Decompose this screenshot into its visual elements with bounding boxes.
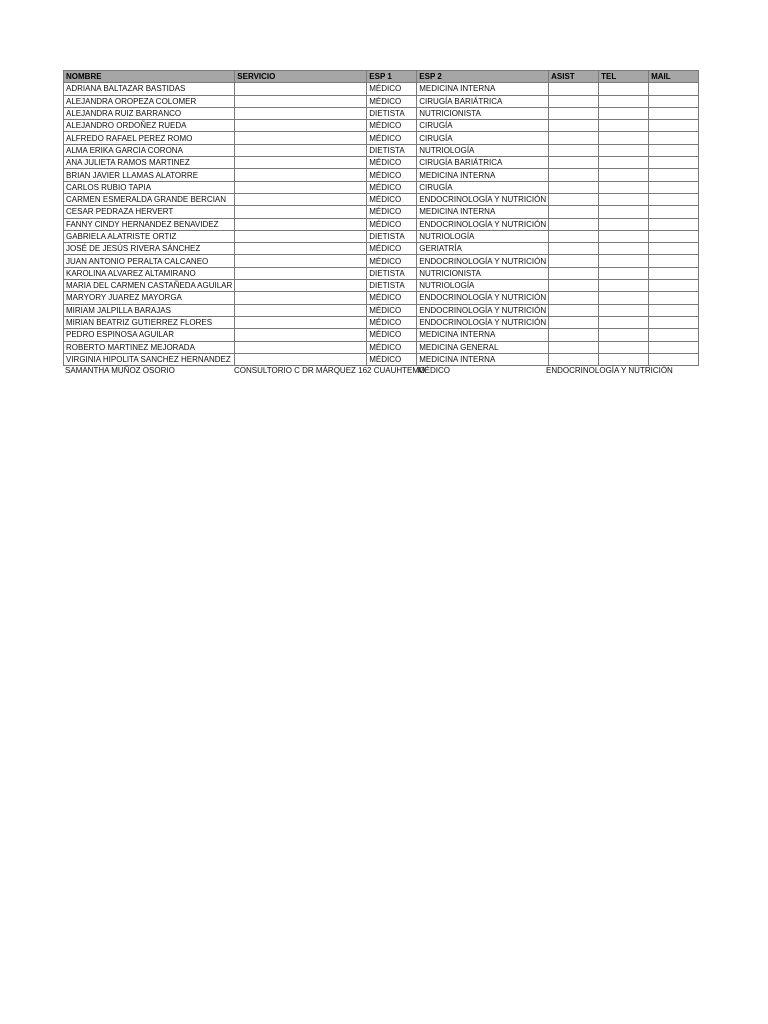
cell-esp1[interactable]: MÉDICO	[367, 169, 417, 181]
cell-tel[interactable]	[599, 83, 649, 95]
cell-esp2[interactable]: CIRUGÍA	[417, 181, 549, 193]
cell-servicio[interactable]	[235, 206, 367, 218]
cell-asist[interactable]	[549, 255, 599, 267]
cell-esp2[interactable]: NUTRICIONISTA	[417, 267, 549, 279]
cell-nombre[interactable]: PEDRO ESPINOSA AGUILAR	[64, 329, 235, 341]
cell-mail[interactable]	[649, 144, 699, 156]
cell-mail[interactable]	[649, 292, 699, 304]
cell-esp1[interactable]: MÉDICO	[367, 83, 417, 95]
cell-asist[interactable]	[549, 132, 599, 144]
cell-esp1[interactable]: MÉDICO	[367, 353, 417, 365]
cell-tel[interactable]	[599, 230, 649, 242]
table-row	[64, 157, 699, 169]
cell-nombre[interactable]: ALEJANDRA RUIZ BARRANCO	[64, 107, 235, 119]
table-row	[64, 329, 699, 341]
cell-tel[interactable]	[599, 169, 649, 181]
table-row	[64, 243, 699, 255]
cell-asist[interactable]	[549, 169, 599, 181]
table-row	[64, 230, 699, 242]
extra-row-esp1[interactable]: MÉDICO	[418, 366, 450, 375]
cell-mail[interactable]	[649, 316, 699, 328]
cell-asist[interactable]	[549, 206, 599, 218]
cell-asist[interactable]	[549, 157, 599, 169]
spreadsheet-grid	[63, 70, 699, 366]
cell-esp2[interactable]: MEDICINA INTERNA	[417, 169, 549, 181]
cell-mail[interactable]	[649, 132, 699, 144]
cell-servicio[interactable]	[235, 181, 367, 193]
cell-mail[interactable]	[649, 157, 699, 169]
cell-asist[interactable]	[549, 83, 599, 95]
cell-esp1[interactable]: MÉDICO	[367, 132, 417, 144]
cell-asist[interactable]	[549, 243, 599, 255]
cell-tel[interactable]	[599, 267, 649, 279]
cell-tel[interactable]	[599, 304, 649, 316]
cell-esp2[interactable]: CIRUGÍA	[417, 120, 549, 132]
cell-esp1[interactable]: MÉDICO	[367, 304, 417, 316]
cell-servicio[interactable]	[235, 280, 367, 292]
cell-servicio[interactable]	[235, 169, 367, 181]
cell-nombre[interactable]: ALMA ERIKA GARCIA CORONA	[64, 144, 235, 156]
cell-tel[interactable]	[599, 316, 649, 328]
table-row	[64, 132, 699, 144]
cell-nombre[interactable]: JUAN ANTONIO PERALTA CALCANEO	[64, 255, 235, 267]
cell-esp1[interactable]: MÉDICO	[367, 218, 417, 230]
cell-mail[interactable]	[649, 181, 699, 193]
cell-mail[interactable]	[649, 230, 699, 242]
header-nombre[interactable]: NOMBRE	[64, 71, 235, 83]
cell-esp1[interactable]: DIETISTA	[367, 144, 417, 156]
cell-servicio[interactable]	[235, 341, 367, 353]
cell-mail[interactable]	[649, 353, 699, 365]
cell-servicio[interactable]	[235, 292, 367, 304]
cell-esp1[interactable]: MÉDICO	[367, 255, 417, 267]
cell-mail[interactable]	[649, 95, 699, 107]
cell-esp2[interactable]: ENDOCRINOLOGÍA Y NUTRICIÓN	[417, 255, 549, 267]
cell-esp2[interactable]: MEDICINA INTERNA	[417, 206, 549, 218]
cell-mail[interactable]	[649, 243, 699, 255]
cell-servicio[interactable]	[235, 255, 367, 267]
table-row	[64, 267, 699, 279]
cell-tel[interactable]	[599, 255, 649, 267]
cell-mail[interactable]	[649, 193, 699, 205]
table-row	[64, 169, 699, 181]
cell-servicio[interactable]	[235, 267, 367, 279]
cell-nombre[interactable]: JOSÉ DE JESÚS RIVERA SÁNCHEZ	[64, 243, 235, 255]
cell-esp1[interactable]: MÉDICO	[367, 206, 417, 218]
cell-tel[interactable]	[599, 243, 649, 255]
cell-nombre[interactable]: ADRIANA BALTAZAR BASTIDAS	[64, 83, 235, 95]
cell-nombre[interactable]: FANNY CINDY HERNANDEZ BENAVIDEZ	[64, 218, 235, 230]
cell-mail[interactable]	[649, 218, 699, 230]
header-row	[64, 71, 699, 83]
cell-asist[interactable]	[549, 353, 599, 365]
extra-row-name[interactable]: SAMANTHA MUÑOZ OSORIO	[65, 366, 175, 375]
cell-nombre[interactable]: CARLOS RUBIO TAPIA	[64, 181, 235, 193]
header-tel[interactable]: TEL	[599, 71, 649, 83]
table-row	[64, 304, 699, 316]
doctor-table	[63, 70, 699, 366]
cell-tel[interactable]	[599, 132, 649, 144]
cell-nombre[interactable]: CESAR PEDRAZA HERVERT	[64, 206, 235, 218]
table-row	[64, 255, 699, 267]
cell-asist[interactable]	[549, 107, 599, 119]
cell-tel[interactable]	[599, 353, 649, 365]
cell-tel[interactable]	[599, 144, 649, 156]
cell-mail[interactable]	[649, 107, 699, 119]
table-row	[64, 107, 699, 119]
cell-servicio[interactable]	[235, 304, 367, 316]
cell-asist[interactable]	[549, 120, 599, 132]
header-asist[interactable]: ASIST	[549, 71, 599, 83]
cell-nombre[interactable]: VIRGINIA HIPOLITA SANCHEZ HERNANDEZ	[64, 353, 235, 365]
cell-asist[interactable]	[549, 329, 599, 341]
cell-mail[interactable]	[649, 169, 699, 181]
cell-servicio[interactable]	[235, 107, 367, 119]
cell-asist[interactable]	[549, 316, 599, 328]
cell-esp2[interactable]: ENDOCRINOLOGÍA Y NUTRICIÓN	[417, 304, 549, 316]
table-row	[64, 181, 699, 193]
header-esp1[interactable]: ESP 1	[367, 71, 417, 83]
table-row	[64, 341, 699, 353]
cell-esp1[interactable]: MÉDICO	[367, 120, 417, 132]
cell-esp2[interactable]: CIRUGÍA	[417, 132, 549, 144]
cell-nombre[interactable]: MIRIAM JALPILLA BARAJAS	[64, 304, 235, 316]
cell-tel[interactable]	[599, 95, 649, 107]
cell-tel[interactable]	[599, 218, 649, 230]
cell-esp2[interactable]: ENDOCRINOLOGÍA Y NUTRICIÓN	[417, 292, 549, 304]
cell-mail[interactable]	[649, 267, 699, 279]
cell-nombre[interactable]: ANA JULIETA RAMOS MARTINEZ	[64, 157, 235, 169]
table-row	[64, 218, 699, 230]
table-row	[64, 206, 699, 218]
cell-servicio[interactable]	[235, 243, 367, 255]
cell-nombre[interactable]: GABRIELA ALATRISTE ORTIZ	[64, 230, 235, 242]
cell-esp1[interactable]: DIETISTA	[367, 230, 417, 242]
cell-mail[interactable]	[649, 83, 699, 95]
cell-servicio[interactable]	[235, 120, 367, 132]
table-row	[64, 95, 699, 107]
cell-esp1[interactable]: MÉDICO	[367, 95, 417, 107]
cell-nombre[interactable]: ALEJANDRO ORDOÑEZ RUEDA	[64, 120, 235, 132]
cell-esp2[interactable]: NUTRIOLOGÍA	[417, 230, 549, 242]
cell-asist[interactable]	[549, 230, 599, 242]
cell-asist[interactable]	[549, 267, 599, 279]
cell-servicio[interactable]	[235, 83, 367, 95]
table-row	[64, 120, 699, 132]
cell-esp1[interactable]: DIETISTA	[367, 267, 417, 279]
cell-nombre[interactable]: ALEJANDRA OROPEZA COLOMER	[64, 95, 235, 107]
cell-asist[interactable]	[549, 341, 599, 353]
cell-mail[interactable]	[649, 329, 699, 341]
cell-tel[interactable]	[599, 120, 649, 132]
cell-servicio[interactable]	[235, 230, 367, 242]
table-row	[64, 316, 699, 328]
header-mail[interactable]: MAIL	[649, 71, 699, 83]
cell-tel[interactable]	[599, 193, 649, 205]
cell-esp2[interactable]: ENDOCRINOLOGÍA Y NUTRICIÓN	[417, 316, 549, 328]
cell-servicio[interactable]	[235, 353, 367, 365]
header-servicio[interactable]: SERVICIO	[235, 71, 367, 83]
cell-nombre[interactable]: MIRIAN BEATRIZ GUTIERREZ FLORES	[64, 316, 235, 328]
table-row	[64, 83, 699, 95]
cell-esp1[interactable]: DIETISTA	[367, 107, 417, 119]
extra-row-esp2[interactable]: ENDOCRINOLOGÍA Y NUTRICIÓN	[546, 366, 673, 375]
cell-servicio[interactable]	[235, 193, 367, 205]
cell-tel[interactable]	[599, 341, 649, 353]
cell-esp1[interactable]: MÉDICO	[367, 316, 417, 328]
cell-asist[interactable]	[549, 144, 599, 156]
cell-mail[interactable]	[649, 280, 699, 292]
cell-nombre[interactable]: MARYORY JUAREZ MAYORGA	[64, 292, 235, 304]
cell-mail[interactable]	[649, 304, 699, 316]
cell-servicio[interactable]	[235, 316, 367, 328]
header-esp2[interactable]: ESP 2	[417, 71, 549, 83]
cell-tel[interactable]	[599, 206, 649, 218]
cell-tel[interactable]	[599, 292, 649, 304]
cell-esp1[interactable]: MÉDICO	[367, 193, 417, 205]
cell-asist[interactable]	[549, 95, 599, 107]
cell-nombre[interactable]: MARIA DEL CARMEN CASTAÑEDA AGUILAR	[64, 280, 235, 292]
table-row	[64, 280, 699, 292]
cell-esp2[interactable]: NUTRIOLOGÍA	[417, 144, 549, 156]
cell-esp1[interactable]: MÉDICO	[367, 292, 417, 304]
cell-servicio[interactable]	[235, 132, 367, 144]
cell-esp1[interactable]: MÉDICO	[367, 243, 417, 255]
cell-esp2[interactable]: MEDICINA INTERNA	[417, 83, 549, 95]
cell-esp1[interactable]: DIETISTA	[367, 280, 417, 292]
cell-esp1[interactable]: MÉDICO	[367, 341, 417, 353]
cell-servicio[interactable]	[235, 95, 367, 107]
table-row	[64, 292, 699, 304]
table-body	[64, 83, 699, 366]
cell-nombre[interactable]: ROBERTO MARTINEZ MEJORADA	[64, 341, 235, 353]
extra-row-servicio[interactable]: CONSULTORIO C DR MÁRQUEZ 162 CUAUHTEMO	[234, 366, 426, 375]
cell-esp2[interactable]: NUTRIOLOGÍA	[417, 280, 549, 292]
table-row	[64, 353, 699, 365]
cell-asist[interactable]	[549, 280, 599, 292]
cell-mail[interactable]	[649, 206, 699, 218]
cell-servicio[interactable]	[235, 329, 367, 341]
cell-esp1[interactable]: MÉDICO	[367, 329, 417, 341]
cell-tel[interactable]	[599, 329, 649, 341]
cell-esp2[interactable]: MEDICINA GENERAL	[417, 341, 549, 353]
cell-nombre[interactable]: BRIAN JAVIER LLAMAS ALATORRE	[64, 169, 235, 181]
cell-esp2[interactable]: ENDOCRINOLOGÍA Y NUTRICIÓN	[417, 193, 549, 205]
cell-esp2[interactable]: MEDICINA INTERNA	[417, 329, 549, 341]
cell-asist[interactable]	[549, 218, 599, 230]
cell-mail[interactable]	[649, 255, 699, 267]
table-row	[64, 144, 699, 156]
cell-asist[interactable]	[549, 304, 599, 316]
cell-nombre[interactable]: ALFREDO RAFAEL PEREZ ROMO	[64, 132, 235, 144]
cell-nombre[interactable]: KAROLINA ALVAREZ ALTAMIRANO	[64, 267, 235, 279]
cell-mail[interactable]	[649, 341, 699, 353]
cell-esp1[interactable]: MÉDICO	[367, 181, 417, 193]
cell-tel[interactable]	[599, 107, 649, 119]
cell-tel[interactable]	[599, 280, 649, 292]
cell-servicio[interactable]	[235, 144, 367, 156]
cell-asist[interactable]	[549, 292, 599, 304]
cell-nombre[interactable]: CARMEN ESMERALDA GRANDE BERCIAN	[64, 193, 235, 205]
cell-servicio[interactable]	[235, 157, 367, 169]
cell-asist[interactable]	[549, 193, 599, 205]
cell-esp2[interactable]: CIRUGÍA BARIÁTRICA	[417, 95, 549, 107]
cell-esp1[interactable]: MÉDICO	[367, 157, 417, 169]
cell-tel[interactable]	[599, 181, 649, 193]
cell-esp2[interactable]: ENDOCRINOLOGÍA Y NUTRICIÓN	[417, 218, 549, 230]
cell-tel[interactable]	[599, 157, 649, 169]
cell-servicio[interactable]	[235, 218, 367, 230]
cell-esp2[interactable]: CIRUGÍA BARIÁTRICA	[417, 157, 549, 169]
cell-mail[interactable]	[649, 120, 699, 132]
cell-esp2[interactable]: MEDICINA INTERNA	[417, 353, 549, 365]
cell-asist[interactable]	[549, 181, 599, 193]
cell-esp2[interactable]: GERIATRÍA	[417, 243, 549, 255]
table-row	[64, 193, 699, 205]
cell-esp2[interactable]: NUTRICIONISTA	[417, 107, 549, 119]
